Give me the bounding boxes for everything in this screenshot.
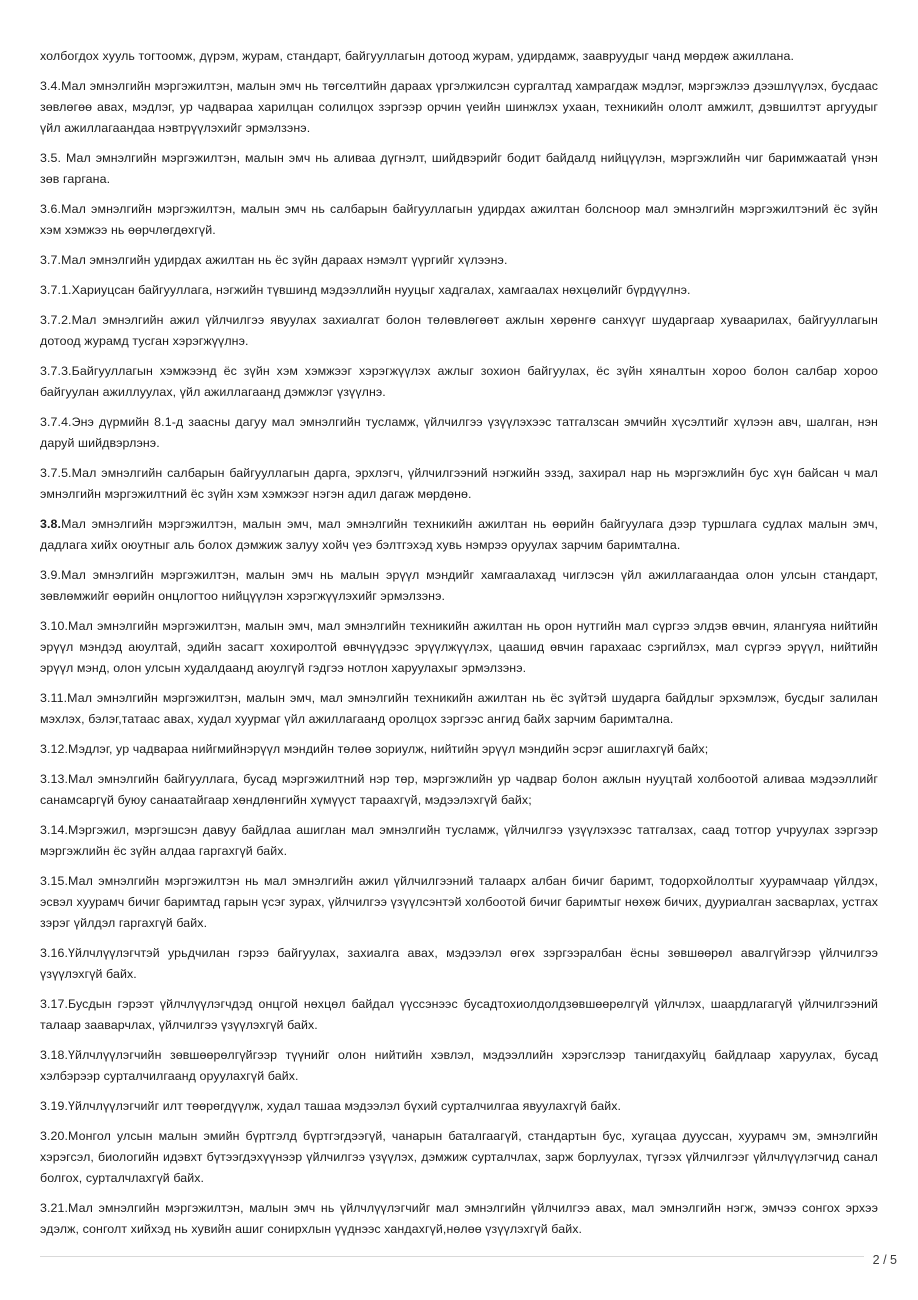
paragraph-text: 3.18.Үйлчлүүлэгчийн зөвшөөрөлгүйгээр түүнийг олон нийтийн хэвлэл, мэдээллийн хэрэгслээр танигдахуйц байдлаар харуулах, бусад хэлбэрээр сурталчилгаанд оруулахгүй байх. [40,1048,878,1083]
paragraph-text: Мал эмнэлгийн мэргэжилтэн, малын эмч, мал эмнэлгийн техникийн ажилтан нь өөрийн байгуулага дээр туршлага судлах малын эмч, дадлага хийх оюутныг аль болох дэмжиж залуу хойч үеэ бэлтгэхэд хувь нэмрээ оруулах зарчим баримтална. [40,517,878,552]
paragraph-text: 3.7.4.Энэ дүрмийн 8.1-д заасны дагуу мал эмнэлгийн тусламж, үйлчилгээ үзүүлэхээс татгалзсан эмчийн хүсэлтийг хүлээн авч, шалган, нэн даруй шийдвэрлэнэ. [40,415,878,450]
footer-divider [40,1256,864,1257]
paragraph-text: 3.13.Мал эмнэлгийн байгууллага, бусад мэргэжилтний нэр төр, мэргэжлийн ур чадвар болон ажлын нууцтай холбоотой аливаа мэдээллийг санамсаргүй буюу санаатайгаар хөндлөнгийн хүмүүст тараахгүй, мэдээлэхгүй байх; [40,772,878,807]
paragraph-text: 3.5. Мал эмнэлгийн мэргэжилтэн, малын эмч нь аливаа дүгнэлт, шийдвэрийг бодит байдалд нийцүүлэн, мэргэжлийн чиг баримжаатай үнэн зөв гаргана. [40,151,878,186]
paragraph-text: 3.4.Мал эмнэлгийн мэргэжилтэн, малын эмч нь төгсөлтийн дараах үргэлжилсэн сургалтад хамрагдаж мэдлэг, мэргэжлээ дээшлүүлэх, бусдаас зөвлөгөө авах, мэдлэг, ур чадвараа харилцан солилцох зэргээр орчин үеийн шинжлэх ухаан, техникийн ололт амжилт, дэвшилтэт аргуудыг үйл ажиллагаандаа нэвтрүүлэхийг эрмэлзэнэ. [40,79,878,135]
paragraph-text: 3.19.Үйлчлүүлэгчийг илт төөрөгдүүлж, худал ташаа мэдээлэл бүхий сурталчилгаа явуулахгүй байх. [40,1099,622,1113]
paragraph [40,616,878,679]
paragraph [40,1045,878,1087]
paragraph [40,565,878,607]
paragraph-text: 3.14.Мэргэжил, мэргэшсэн давуу байдлаа ашиглан мал эмнэлгийн тусламж, үйлчилгээ үзүүлэхээс татгалзах, саад тотгор учруулах зэргээр мэргэжлийн ёс зүйн алдаа гаргахгүй байх. [40,823,878,858]
paragraph [40,412,878,454]
document-body [40,46,878,1249]
paragraph [40,1126,878,1189]
paragraph [40,1096,878,1117]
paragraph-text: 3.7.2.Мал эмнэлгийн ажил үйлчилгээ явуулах захиалгат болон төлөвлөгөөт ажлын хөрөнгө санхүүг шударгаар хуваарилах, байгууллагын дотоод журамд тусган хэрэгжүүлнэ. [40,313,878,348]
paragraph-text: 3.20.Монгол улсын малын эмийн бүртгэлд бүртгэгдээгүй, чанарын баталгаагүй, стандартын бус, хугацаа дууссан, хуурамч эм, эмнэлгийн хэрэгсэл, биологийн идэвхт бүтээгдэхүүнээр үйлчилгээ үзүүлэх, дэмжиж сурталчлах, зарж борлуулах, түгээх үйлчилгээг үйлчлүүлэгчид санал болгох, сурталчлахгүй байх. [40,1129,878,1185]
paragraph [40,361,878,403]
paragraph-text: 3.7.1.Хариуцсан байгууллага, нэгжийн түвшинд мэдээллийн нууцыг хадгалах, хамгаалах нөхцөлийг бүрдүүлнэ. [40,283,691,297]
paragraph-text: холбогдох хууль тогтоомж, дүрэм, журам, стандарт, байгууллагын дотоод журам, удирдамж, заавруудыг чанд мөрдөж ажиллана. [40,49,795,63]
paragraph [40,820,878,862]
paragraph-text: 3.21.Мал эмнэлгийн мэргэжилтэн, малын эмч нь үйлчлүүлэгчийг мал эмнэлгийн үйлчилгээ авах, мал эмнэлгийн нэгж, эмчээ сонгох эрхээ эдэлж, сонголт хийхэд нь хувийн ашиг сонирхлын үүднээс хандахгүй,нөлөө үзүүлэхгүй байх. [40,1201,878,1236]
paragraph-text: 3.7.Мал эмнэлгийн удирдах ажилтан нь ёс зүйн дараах нэмэлт үүргийг хүлээнэ. [40,253,508,267]
paragraph-text: 3.17.Бусдын гэрээт үйлчлүүлэгчдэд онцгой нөхцөл байдал үүссэнээс бусадтохиолдолдзөвшөөрөлгүй үйлчлэх, шаардлагагүй үйлчилгээний талаар зааварчлах, үйлчилгээ үзүүлэхгүй байх. [40,997,878,1032]
paragraph [40,1198,878,1240]
paragraph-text: 3.16.Үйлчлүүлэгчтэй урьдчилан гэрээ байгуулах, захиалга авах, мэдээлэл өгөх зэргээралбан ёсны зөвшөөрөл авалгүйгээр үйлчилгээ үзүүлэхгүй байх. [40,946,878,981]
paragraph [40,514,878,556]
paragraph [40,310,878,352]
paragraph [40,871,878,934]
paragraph [40,76,878,139]
paragraph [40,199,878,241]
paragraph-text: 3.10.Мал эмнэлгийн мэргэжилтэн, малын эмч, мал эмнэлгийн техникийн ажилтан нь орон нутгийн мал сүргээ элдэв өвчин, ялангуяа нийтийн эрүүл мэндэд аюултай, эдийн засагт хохиролтой өвчнүүдээс эрүүлжүүлэх, цаашид өвчин гарахаас сэргийлэх, мал сүргээ эрүүл, нийтийн эрүүл мэнд, олон улсын худалдаанд аюулгүй гэдгээ нотлон харуулахыг эрмэлзэнэ. [40,619,878,675]
paragraph [40,250,878,271]
paragraph-text: 3.6.Мал эмнэлгийн мэргэжилтэн, малын эмч нь салбарын байгууллагын удирдах ажилтан болсноор мал эмнэлгийн мэргэжилтэний ёс зүйн хэм хэмжээ нь өөрчлөгдөхгүй. [40,202,878,237]
paragraph [40,769,878,811]
paragraph-number-bold: 3.8. [40,517,62,531]
paragraph [40,994,878,1036]
paragraph [40,463,878,505]
paragraph-text: 3.15.Мал эмнэлгийн мэргэжилтэн нь мал эмнэлгийн ажил үйлчилгээний талаарх албан бичиг баримт, тодорхойлолтыг хуурамчаар үйлдэх, эсвэл хуурамч бичиг баримтад гарын үсэг зурах, үйлчилгээ үзүүлсэнтэй холбоотой бичиг баримтыг нөхөж бичих, дууриалган засварлах, устгах зэрэг үйлдэл гаргахгүй байх. [40,874,878,930]
page-number: 2 / 5 [872,1253,897,1267]
paragraph-text: 3.11.Мал эмнэлгийн мэргэжилтэн, малын эмч, мал эмнэлгийн техникийн ажилтан нь ёс зүйтэй шударга байдлыг эрхэмлэж, бусдыг залилан мэхлэх, бэлэг,татаас авах, худал хуурмаг үйл ажиллагаанд оролцох зэргээс ангид байх зарчим баримтална. [40,691,878,726]
paragraph-text: 3.7.5.Мал эмнэлгийн салбарын байгууллагын дарга, эрхлэгч, үйлчилгээний нэгжийн эзэд, захирал нар нь мэргэжлийн бус хүн байсан ч мал эмнэлгийн мэргэжилтний ёс зүйн хэм хэмжээг нэгэн адил дагаж мөрдөнө. [40,466,878,501]
paragraph [40,688,878,730]
page-footer [40,1253,897,1267]
paragraph-text: 3.7.3.Байгууллагын хэмжээнд ёс зүйн хэм хэмжээг хэрэгжүүлэх ажлыг зохион байгуулах, ёс зүйн хяналтын хороо болон салбар хороо байгуулан ажиллуулах, үйл ажиллагаанд дэмжлэг үзүүлнэ. [40,364,878,399]
paragraph [40,46,878,67]
paragraph [40,280,878,301]
paragraph [40,148,878,190]
paragraph-text: 3.12.Мэдлэг, ур чадвараа нийгмийнэрүүл мэндийн төлөө зориулж, нийтийн эрүүл мэндийн эсрэг ашиглахгүй байх; [40,742,709,756]
paragraph-text: 3.9.Мал эмнэлгийн мэргэжилтэн, малын эмч нь малын эрүүл мэндийг хамгаалахад чиглэсэн үйл ажиллагаандаа олон улсын стандарт, зөвлөмжийг өөрийн онцлогтоо нийцүүлэн хэрэгжүүлэхийг эрмэлзэнэ. [40,568,878,603]
paragraph [40,739,878,760]
paragraph [40,943,878,985]
